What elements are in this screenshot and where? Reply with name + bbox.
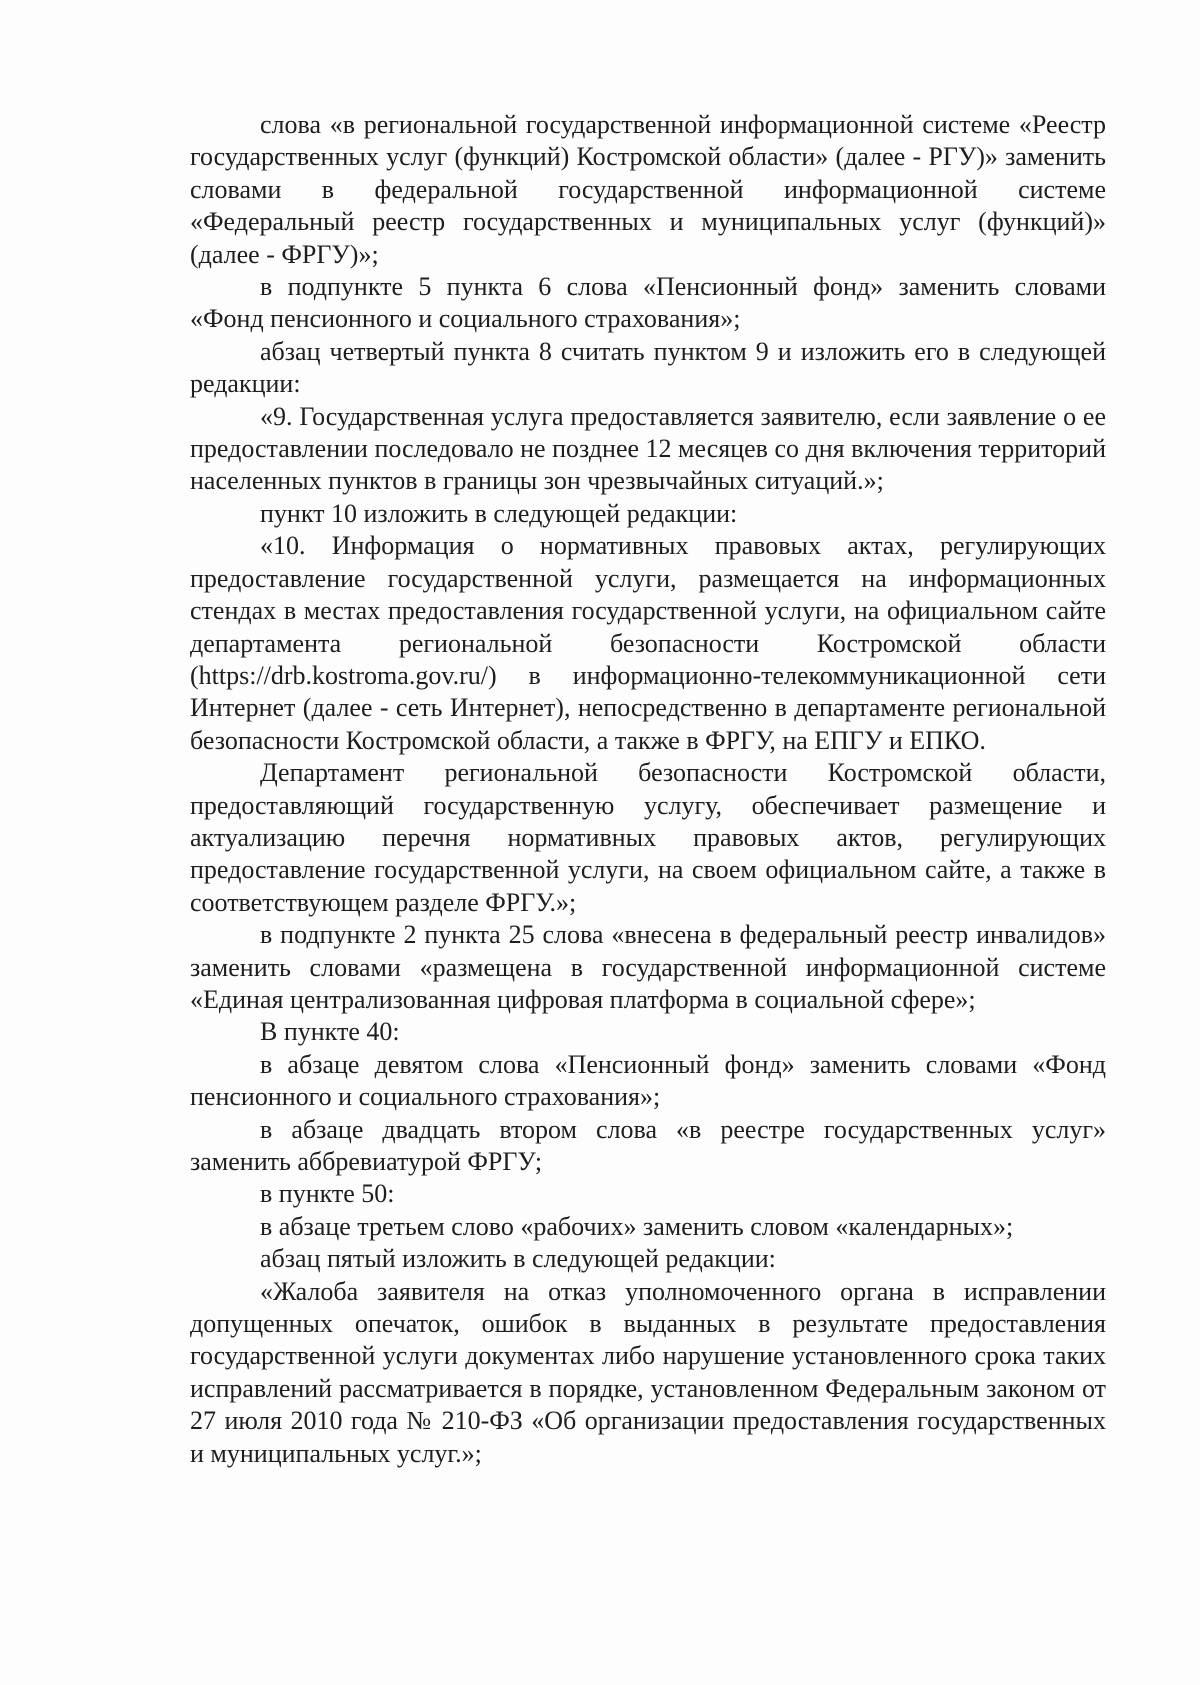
paragraph: абзац четвертый пункта 8 считать пунктом 9 и изложить его в следующей редакции:	[190, 336, 1106, 399]
paragraph: «Жалоба заявителя на отказ уполномоченного органа в исправлении допущенных опечаток, ошибок в выданных в результате предоставления государственной услуги документах либо нарушение установленного срока таких исправлений рассматривается в порядке, установленном Федеральным законом от 27 июля 2010 года № 210-ФЗ «Об организации предоставления государственных и муниципальных услуг.»;	[190, 1276, 1106, 1468]
paragraph: слова «в региональной государственной информационной системе «Реестр государственных услуг (функций) Костромской области» (далее - РГУ)» заменить словами в федеральной государственной информационной системе «Федеральный реестр государственных и муниципальных услуг (функций)» (далее - ФРГУ)»;	[190, 110, 1106, 269]
paragraph: в подпункте 2 пункта 25 слова «внесена в федеральный реестр инвалидов» заменить словами «размещена в государственной информационной системе «Единая централизованная цифровая платформа в социальной сфере»;	[190, 920, 1106, 1014]
paragraph: В пункте 40:	[260, 1017, 400, 1047]
paragraph: Департамент региональной безопасности Костромской области, предоставляющий государственную услугу, обеспечивает размещение и актуализацию перечня нормативных правовых актов, регулирующих предоставление государственной услуги, на своем официальном сайте, а также в соответствующем разделе ФРГУ.»;	[190, 758, 1106, 917]
paragraph: в абзаце третьем слово «рабочих» заменить словом «календарных»;	[260, 1211, 1014, 1241]
paragraph: пункт 10 изложить в следующей редакции:	[260, 498, 738, 528]
paragraph: в абзаце двадцать втором слова «в реестре государственных услуг» заменить аббревиатурой ФРГУ;	[190, 1114, 1106, 1176]
document-body	[190, 109, 1106, 1470]
paragraph: «9. Государственная услуга предоставляется заявителю, если заявление о ее предоставлении последовало не позднее 12 месяцев со дня включения территорий населенных пунктов в границы зон чрезвычайных ситуаций.»;	[190, 401, 1106, 496]
paragraph: «10. Информация о нормативных правовых актах, регулирующих предоставление государственной услуги, размещается на информационных стендах в местах предоставления государственной услуги, на официальном сайте департамента региональной безопасности Костромской области (https://drb.kostroma.gov.ru/) в информационно-телекоммуникационной сети Интернет (далее - сеть Интернет), непосредственно в департаменте региональной безопасности Костромской области, а также в ФРГУ, на ЕПГУ и ЕПКО.	[190, 531, 1106, 755]
paragraph: в абзаце девятом слова «Пенсионный фонд» заменить словами «Фонд пенсионного и социального страхования»;	[190, 1049, 1106, 1112]
paragraph: в пункте 50:	[260, 1179, 395, 1209]
paragraph: абзац пятый изложить в следующей редакции:	[260, 1244, 776, 1274]
paragraph: в подпункте 5 пункта 6 слова «Пенсионный фонд» заменить словами «Фонд пенсионного и социального страхования»;	[190, 272, 1106, 334]
